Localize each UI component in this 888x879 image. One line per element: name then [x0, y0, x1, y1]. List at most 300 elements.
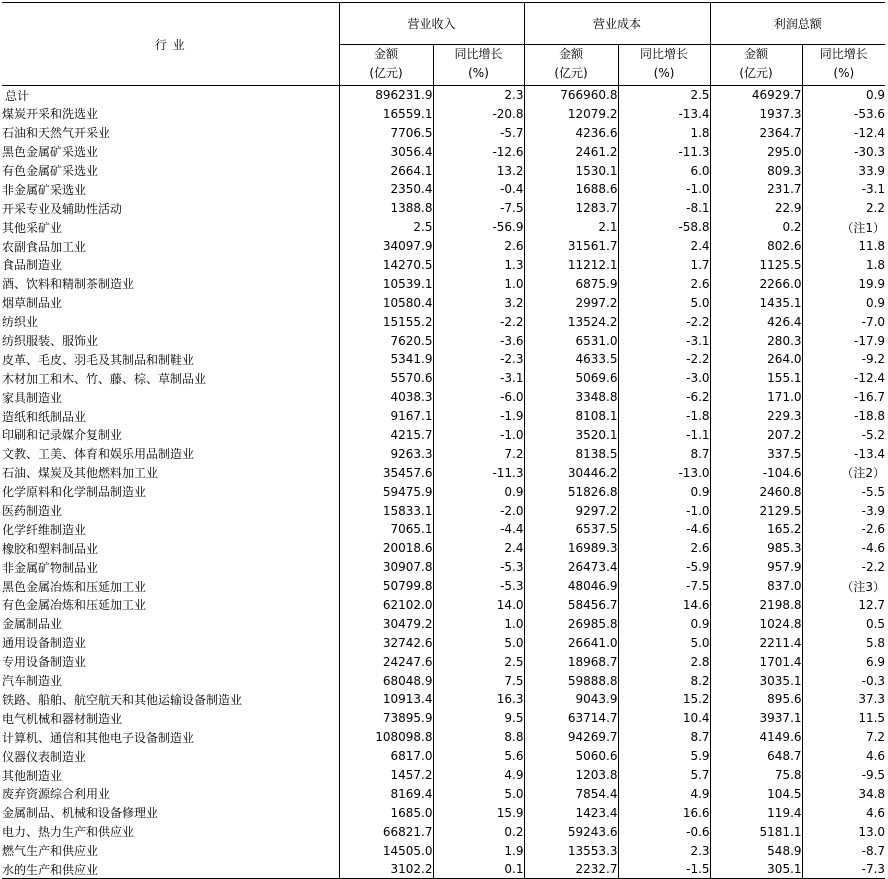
cell-rev-g: 0.9: [433, 482, 524, 501]
cell-cost-g: -1.8: [618, 407, 710, 426]
cell-profit: 957.9: [710, 558, 802, 577]
cell-profit-g: -12.4: [802, 123, 885, 142]
cell-rev: 50799.8: [339, 577, 433, 596]
cell-cost: 59888.8: [524, 671, 618, 690]
cell-cost-g: 16.6: [618, 803, 710, 822]
cell-rev: 8169.4: [339, 784, 433, 803]
cell-rev: 59475.9: [339, 482, 433, 501]
cell-profit: 1125.5: [710, 256, 802, 275]
cell-profit-g: -0.3: [802, 671, 885, 690]
cell-cost-g: -3.0: [618, 369, 710, 388]
cell-rev: 20018.6: [339, 539, 433, 558]
cell-rev-g: 7.2: [433, 444, 524, 463]
cell-cost: 3520.1: [524, 426, 618, 445]
cell-rev: 32742.6: [339, 633, 433, 652]
cell-profit-g: 12.7: [802, 596, 885, 615]
industry-name: 其他采矿业: [2, 220, 63, 235]
table-row: [2, 123, 885, 142]
cell-rev: 14270.5: [339, 256, 433, 275]
industry-name: 家具制造业: [2, 390, 63, 405]
cell-rev: 7620.5: [339, 331, 433, 350]
cell-cost-g: 15.2: [618, 690, 710, 709]
table-row: [2, 577, 885, 596]
cell-profit: 2460.8: [710, 482, 802, 501]
cell-profit-g: 19.9: [802, 274, 885, 293]
table-row: [2, 558, 885, 577]
cell-cost: 1530.1: [524, 161, 618, 180]
cell-cost-g: 10.4: [618, 709, 710, 728]
cell-rev: 9263.3: [339, 444, 433, 463]
cell-rev-g: 1.0: [433, 274, 524, 293]
cell-profit: 895.6: [710, 690, 802, 709]
cell-profit-g: -53.6: [802, 104, 885, 123]
industry-name: 专用设备制造业: [2, 655, 87, 670]
header-revenue: 营业收入: [339, 3, 524, 45]
cell-profit-g: 4.6: [802, 747, 885, 766]
table-row: [2, 784, 885, 803]
cell-cost: 12079.2: [524, 104, 618, 123]
cell-profit-g: -5.2: [802, 426, 885, 445]
cell-cost: 94269.7: [524, 728, 618, 747]
cell-profit-g: -8.7: [802, 841, 885, 860]
cell-cost-g: 4.9: [618, 784, 710, 803]
cell-cost: 8108.1: [524, 407, 618, 426]
cell-profit: 155.1: [710, 369, 802, 388]
cell-rev: 3056.4: [339, 142, 433, 161]
cell-cost: 1688.6: [524, 180, 618, 199]
table-row: [2, 199, 885, 218]
cell-rev: 62102.0: [339, 596, 433, 615]
table-row: [2, 256, 885, 275]
table-row: [2, 822, 885, 841]
cell-profit: 1024.8: [710, 614, 802, 633]
cell-rev: 34097.9: [339, 237, 433, 256]
cell-rev: 14505.0: [339, 841, 433, 860]
cell-profit: 3937.1: [710, 709, 802, 728]
cell-rev-g: -5.3: [433, 577, 524, 596]
industry-name: 电气机械和器材制造业: [2, 711, 123, 726]
industry-name: 化学原料和化学制品制造业: [2, 485, 147, 500]
cell-cost: 51826.8: [524, 482, 618, 501]
cell-profit: 985.3: [710, 539, 802, 558]
cell-profit: 165.2: [710, 520, 802, 539]
cell-rev: 16559.1: [339, 104, 433, 123]
cell-cost-g: -6.2: [618, 388, 710, 407]
cell-rev-g: 5.6: [433, 747, 524, 766]
table-row: [2, 161, 885, 180]
cell-profit-g: -9.5: [802, 766, 885, 785]
table-row: [2, 274, 885, 293]
cell-profit: 46929.7: [710, 86, 802, 105]
table-row: [2, 331, 885, 350]
table-row: [2, 633, 885, 652]
industry-name: 非金属矿采选业: [2, 182, 87, 197]
cell-profit-g: -2.6: [802, 520, 885, 539]
cell-cost: 3348.8: [524, 388, 618, 407]
cell-profit-g: -13.4: [802, 444, 885, 463]
cell-cost-g: 14.6: [618, 596, 710, 615]
cell-cost: 6531.0: [524, 331, 618, 350]
cell-rev-g: -4.4: [433, 520, 524, 539]
cell-rev: 15833.1: [339, 501, 433, 520]
cell-cost: 48046.9: [524, 577, 618, 596]
cell-cost: 5060.6: [524, 747, 618, 766]
cell-profit-g: 11.5: [802, 709, 885, 728]
cell-cost-g: 2.6: [618, 274, 710, 293]
cell-rev: 24247.6: [339, 652, 433, 671]
cell-cost-g: 0.9: [618, 614, 710, 633]
cell-profit-g: -17.9: [802, 331, 885, 350]
cell-rev: 68048.9: [339, 671, 433, 690]
industry-name: 仪器仪表制造业: [2, 749, 87, 764]
cell-profit: 1937.3: [710, 104, 802, 123]
cell-cost: 6537.5: [524, 520, 618, 539]
cell-cost: 13524.2: [524, 312, 618, 331]
cell-rev-g: -1.9: [433, 407, 524, 426]
cell-rev-g: 7.5: [433, 671, 524, 690]
cell-cost: 26473.4: [524, 558, 618, 577]
cell-rev-g: 2.4: [433, 539, 524, 558]
cell-cost: 13553.3: [524, 841, 618, 860]
cell-cost-g: -2.2: [618, 350, 710, 369]
cell-cost-g: -4.6: [618, 520, 710, 539]
cell-profit-g: 2.2: [802, 199, 885, 218]
industry-name: 其他制造业: [2, 768, 63, 783]
industry-name: 皮革、毛皮、羽毛及其制品和制鞋业: [2, 352, 195, 367]
header-industry: 行 业: [2, 3, 339, 86]
industry-name: 有色金属冶炼和压延加工业: [2, 598, 147, 613]
industry-name: 石油、煤炭及其他燃料加工业: [2, 466, 159, 481]
cell-rev-g: -56.9: [433, 218, 524, 237]
industry-name: 金属制品业: [2, 617, 63, 632]
cell-profit-g: 4.6: [802, 803, 885, 822]
cell-profit-g: （注3）: [802, 577, 885, 596]
cell-profit: 119.4: [710, 803, 802, 822]
cell-profit: 231.7: [710, 180, 802, 199]
table-row: [2, 482, 885, 501]
table-row: [2, 237, 885, 256]
industry-name: 木材加工和木、竹、藤、棕、草制品业: [2, 371, 207, 386]
cell-rev-g: 2.6: [433, 237, 524, 256]
cell-profit: 2266.0: [710, 274, 802, 293]
cell-profit-g: -7.3: [802, 860, 885, 879]
table-row: [2, 350, 885, 369]
cell-cost: 1423.4: [524, 803, 618, 822]
cell-profit-g: 5.8: [802, 633, 885, 652]
cell-profit: 3035.1: [710, 671, 802, 690]
header-revenue-growth: 同比增长 (%): [433, 44, 524, 86]
cell-profit: 809.3: [710, 161, 802, 180]
cell-profit-g: 1.8: [802, 256, 885, 275]
cell-profit: 229.3: [710, 407, 802, 426]
cell-cost-g: -11.3: [618, 142, 710, 161]
cell-rev: 6817.0: [339, 747, 433, 766]
cell-rev-g: -7.5: [433, 199, 524, 218]
cell-profit: 5181.1: [710, 822, 802, 841]
industry-name: 文教、工美、体育和娱乐用品制造业: [2, 447, 195, 462]
cell-rev-g: 1.3: [433, 256, 524, 275]
cell-profit: 104.5: [710, 784, 802, 803]
table-row: [2, 388, 885, 407]
cell-profit: -104.6: [710, 463, 802, 482]
table-row: [2, 728, 885, 747]
cell-profit-g: -3.9: [802, 501, 885, 520]
cell-rev-g: 5.0: [433, 633, 524, 652]
industry-name: 通用设备制造业: [2, 636, 87, 651]
table-row: [2, 766, 885, 785]
cell-cost-g: 5.7: [618, 766, 710, 785]
table-row: [2, 841, 885, 860]
cell-profit-g: -4.6: [802, 539, 885, 558]
cell-profit-g: 0.9: [802, 293, 885, 312]
cell-profit-g: 0.5: [802, 614, 885, 633]
cell-cost-g: 2.6: [618, 539, 710, 558]
cell-profit-g: -12.4: [802, 369, 885, 388]
cell-rev-g: 0.2: [433, 822, 524, 841]
cell-rev-g: 9.5: [433, 709, 524, 728]
industry-name: 水的生产和供应业: [2, 860, 339, 879]
cell-rev-g: -2.0: [433, 501, 524, 520]
cell-profit: 1701.4: [710, 652, 802, 671]
cell-cost-g: -5.9: [618, 558, 710, 577]
cell-rev-g: -5.7: [433, 123, 524, 142]
cell-rev: 9167.1: [339, 407, 433, 426]
cell-rev-g: -0.4: [433, 180, 524, 199]
table-row: [2, 104, 885, 123]
cell-rev: 1685.0: [339, 803, 433, 822]
cell-rev: 2.5: [339, 218, 433, 237]
table-row: [2, 671, 885, 690]
header-profit: 利润总额: [710, 3, 885, 45]
table-row: [2, 86, 885, 105]
cell-rev-g: 2.3: [433, 86, 524, 105]
industry-name: 电力、热力生产和供应业: [2, 825, 135, 840]
cell-profit: 648.7: [710, 747, 802, 766]
cell-profit: 2129.5: [710, 501, 802, 520]
cell-rev-g: 3.2: [433, 293, 524, 312]
cell-rev-g: -3.6: [433, 331, 524, 350]
cell-rev-g: 1.0: [433, 614, 524, 633]
cell-profit-g: （注2）: [802, 463, 885, 482]
industry-name: 石油和天然气开采业: [2, 126, 111, 141]
cell-rev: 4215.7: [339, 426, 433, 445]
cell-profit: 305.1: [710, 860, 802, 879]
table-row: [2, 539, 885, 558]
cell-cost: 766960.8: [524, 86, 618, 105]
industry-name: 橡胶和塑料制品业: [2, 541, 99, 556]
cell-profit: 2364.7: [710, 123, 802, 142]
cell-cost: 26641.0: [524, 633, 618, 652]
industry-name: 开采专业及辅助性活动: [2, 201, 123, 216]
cell-cost-g: 5.9: [618, 747, 710, 766]
table-row: [2, 312, 885, 331]
cell-cost-g: 8.7: [618, 728, 710, 747]
cell-rev: 30479.2: [339, 614, 433, 633]
cell-cost-g: 2.3: [618, 841, 710, 860]
table-row: [2, 652, 885, 671]
industry-name: 纺织服装、服饰业: [2, 334, 99, 349]
industry-name: 食品制造业: [2, 258, 63, 273]
industry-name: 农副食品加工业: [2, 239, 87, 254]
cell-profit: 802.6: [710, 237, 802, 256]
cell-cost-g: -1.0: [618, 180, 710, 199]
cell-profit: 2198.8: [710, 596, 802, 615]
cell-rev: 7065.1: [339, 520, 433, 539]
header-profit-growth: 同比增长 (%): [802, 44, 885, 86]
cell-profit-g: 0.9: [802, 86, 885, 105]
cell-cost: 59243.6: [524, 822, 618, 841]
header-cost: 营业成本: [524, 3, 710, 45]
industry-name: 金属制品、机械和设备修理业: [2, 806, 159, 821]
cell-cost-g: -13.4: [618, 104, 710, 123]
cell-cost-g: 0.9: [618, 482, 710, 501]
cell-rev-g: 14.0: [433, 596, 524, 615]
cell-cost: 7854.4: [524, 784, 618, 803]
cell-rev-g: 0.1: [433, 860, 524, 879]
cell-profit: 295.0: [710, 142, 802, 161]
cell-rev: 108098.8: [339, 728, 433, 747]
cell-cost: 2.1: [524, 218, 618, 237]
cell-profit-g: -18.8: [802, 407, 885, 426]
cell-profit-g: -30.3: [802, 142, 885, 161]
cell-profit-g: 33.9: [802, 161, 885, 180]
industry-name: 造纸和纸制品业: [2, 409, 87, 424]
cell-cost: 4236.6: [524, 123, 618, 142]
cell-cost-g: -7.5: [618, 577, 710, 596]
industry-name: 黑色金属冶炼和压延加工业: [2, 579, 147, 594]
cell-profit: 426.4: [710, 312, 802, 331]
table-row: [2, 614, 885, 633]
cell-cost-g: 6.0: [618, 161, 710, 180]
cell-cost: 4633.5: [524, 350, 618, 369]
cell-rev-g: -5.3: [433, 558, 524, 577]
table-row: [2, 501, 885, 520]
cell-profit-g: 34.8: [802, 784, 885, 803]
table-row: [2, 180, 885, 199]
cell-profit: 207.2: [710, 426, 802, 445]
cell-rev: 5341.9: [339, 350, 433, 369]
table-row: [2, 142, 885, 161]
cell-profit: 4149.6: [710, 728, 802, 747]
cell-rev-g: 15.9: [433, 803, 524, 822]
table-row: [2, 463, 885, 482]
header-cost-growth: 同比增长 (%): [618, 44, 710, 86]
cell-rev-g: 4.9: [433, 766, 524, 785]
cell-profit-g: -2.2: [802, 558, 885, 577]
cell-rev: 10913.4: [339, 690, 433, 709]
industry-name: 铁路、船舶、航空航天和其他运输设备制造业: [2, 692, 243, 707]
cell-profit-g: 13.0: [802, 822, 885, 841]
cell-cost-g: -13.0: [618, 463, 710, 482]
cell-profit: 837.0: [710, 577, 802, 596]
table-row: [2, 596, 885, 615]
cell-cost-g: 1.7: [618, 256, 710, 275]
industry-stats-table: [2, 2, 885, 879]
table-row: [2, 747, 885, 766]
cell-profit: 548.9: [710, 841, 802, 860]
cell-profit-g: -7.0: [802, 312, 885, 331]
industry-name: 煤炭开采和洗选业: [2, 107, 99, 122]
cell-cost: 9297.2: [524, 501, 618, 520]
cell-cost: 63714.7: [524, 709, 618, 728]
cell-cost: 9043.9: [524, 690, 618, 709]
industry-name: 黑色金属矿采选业: [2, 145, 99, 160]
industry-name: 纺织业: [2, 315, 39, 330]
table-row: [2, 407, 885, 426]
cell-profit-g: 6.9: [802, 652, 885, 671]
cell-cost-g: 5.0: [618, 633, 710, 652]
cell-profit: 1435.1: [710, 293, 802, 312]
cell-cost-g: -1.1: [618, 426, 710, 445]
cell-profit-g: 11.8: [802, 237, 885, 256]
industry-name: 汽车制造业: [2, 674, 63, 689]
cell-rev: 10580.4: [339, 293, 433, 312]
cell-cost: 6875.9: [524, 274, 618, 293]
industry-name: 燃气生产和供应业: [2, 844, 99, 859]
cell-cost: 16989.3: [524, 539, 618, 558]
industry-name: 医药制造业: [2, 504, 63, 519]
cell-rev: 15155.2: [339, 312, 433, 331]
industry-name: 计算机、通信和其他电子设备制造业: [2, 730, 195, 745]
cell-cost-g: -1.5: [618, 860, 710, 879]
cell-rev: 1388.8: [339, 199, 433, 218]
cell-profit: 264.0: [710, 350, 802, 369]
cell-rev-g: -20.8: [433, 104, 524, 123]
table-row: [2, 426, 885, 445]
cell-cost: 8138.5: [524, 444, 618, 463]
cell-cost-g: 8.2: [618, 671, 710, 690]
cell-rev-g: 13.2: [433, 161, 524, 180]
cell-rev-g: -2.2: [433, 312, 524, 331]
cell-cost-g: 2.5: [618, 86, 710, 105]
cell-cost: 26985.8: [524, 614, 618, 633]
cell-cost: 18968.7: [524, 652, 618, 671]
cell-cost-g: -3.1: [618, 331, 710, 350]
industry-name: 烟草制品业: [2, 296, 63, 311]
cell-rev-g: -12.6: [433, 142, 524, 161]
header-profit-amount: 金额 (亿元): [710, 44, 802, 86]
cell-cost: 2461.2: [524, 142, 618, 161]
cell-rev: 7706.5: [339, 123, 433, 142]
table-row: [2, 860, 885, 879]
header-cost-amount: 金额 (亿元): [524, 44, 618, 86]
cell-cost-g: -0.6: [618, 822, 710, 841]
cell-cost: 11212.1: [524, 256, 618, 275]
cell-rev-g: 1.9: [433, 841, 524, 860]
industry-name: 化学纤维制造业: [2, 522, 87, 537]
cell-cost-g: -1.0: [618, 501, 710, 520]
cell-cost-g: 2.4: [618, 237, 710, 256]
cell-profit-g: （注1）: [802, 218, 885, 237]
cell-rev-g: -2.3: [433, 350, 524, 369]
table-row: [2, 444, 885, 463]
cell-cost: 2997.2: [524, 293, 618, 312]
cell-cost: 1203.8: [524, 766, 618, 785]
cell-cost: 30446.2: [524, 463, 618, 482]
cell-profit-g: -5.5: [802, 482, 885, 501]
cell-rev-g: 8.8: [433, 728, 524, 747]
industry-name: 酒、饮料和精制茶制造业: [2, 277, 135, 292]
cell-rev-g: -1.0: [433, 426, 524, 445]
cell-profit: 0.2: [710, 218, 802, 237]
cell-profit-g: -9.2: [802, 350, 885, 369]
cell-profit-g: -16.7: [802, 388, 885, 407]
cell-cost-g: 2.8: [618, 652, 710, 671]
cell-cost-g: 8.7: [618, 444, 710, 463]
cell-profit: 75.8: [710, 766, 802, 785]
cell-rev-g: 5.0: [433, 784, 524, 803]
cell-rev: 3102.2: [339, 860, 433, 879]
